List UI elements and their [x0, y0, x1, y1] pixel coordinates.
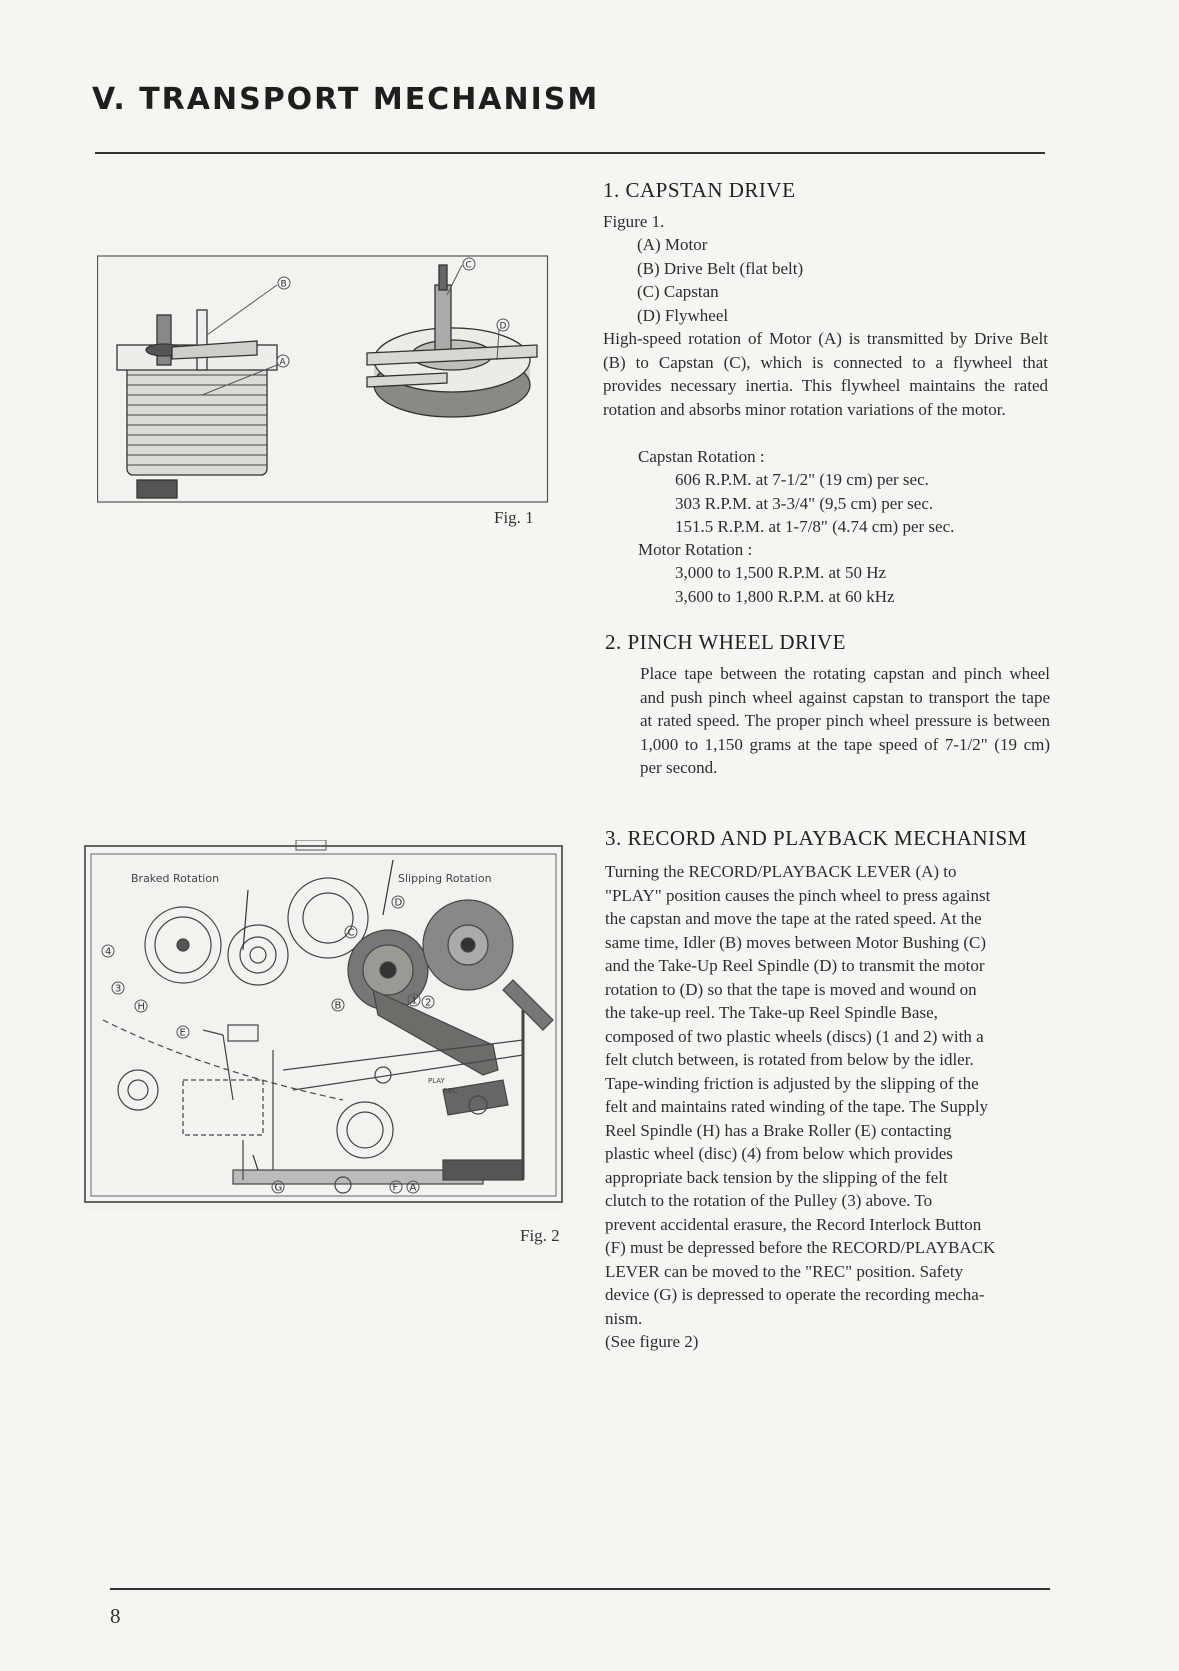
slipping-rotation-label: Slipping Rotation [398, 872, 492, 885]
fig2-marker-c: C [347, 927, 355, 939]
body-line: composed of two plastic wheels (discs) (1 and 2) with a [605, 1026, 984, 1046]
motor-drawing [117, 310, 277, 498]
fig1-label-a: A [279, 357, 286, 368]
see-figure-note: (See figure 2) [605, 1332, 699, 1351]
figure-1-caption: Fig. 1 [494, 508, 534, 527]
fig2-marker-d: D [394, 897, 403, 909]
motor-row: 3,000 to 1,500 R.P.M. at 50 Hz [675, 563, 887, 582]
section-1-body: High-speed rotation of Motor (A) is transmitted by Drive Belt (B) to Capstan (C), which is connected to a flywheel that provides necessary inertia. This flywheel maintains the rated rotation and absorbs minor rotation variations of the motor. [603, 329, 1048, 419]
section-1-parts-list [637, 233, 803, 327]
section-2-body: Place tape between the rotating capstan and pinch wheel and push pinch wheel against capstan to transport the tape at rated speed. The proper pinch wheel pressure is between 1,000 to 1,150 grams at the tape speed of 7-1/2" (19 cm) per second. [640, 664, 1050, 777]
capstan-rotation-list [675, 468, 954, 539]
section-3-title: 3. RECORD AND PLAYBACK MECHANISM [605, 826, 1027, 850]
top-rule [95, 152, 1045, 154]
body-line: the capstan and move the tape at the rated speed. At the [605, 909, 982, 928]
body-line: "PLAY" position causes the pinch wheel to press against [605, 885, 991, 905]
body-line: Reel Spindle (H) has a Brake Roller (E) contacting [605, 1120, 952, 1140]
body-line: clutch to the rotation of the Pulley (3) above. To [605, 1191, 933, 1210]
body-line: Tape-winding friction is adjusted by the slipping of the [605, 1073, 979, 1093]
fig2-marker-a: A [409, 1182, 417, 1194]
figure-2-caption: Fig. 2 [520, 1226, 560, 1245]
capstan-row: 151.5 R.P.M. at 1-7/8" (4.74 cm) per sec. [675, 517, 955, 536]
figure-2-mechanism [103, 860, 553, 1193]
part-motor: (A) Motor [637, 235, 708, 254]
body-line: nism. [605, 1308, 643, 1328]
fig2-marker-3: 3 [115, 983, 122, 995]
figure-2 [83, 840, 566, 1210]
capstan-row: 303 R.P.M. at 3-3/4" (9,5 cm) per sec. [675, 493, 934, 513]
motor-rotation-list [675, 561, 895, 608]
body-line: Turning the RECORD/PLAYBACK LEVER (A) to [605, 862, 957, 881]
capstan-rotation-label: Capstan Rotation : [638, 447, 765, 466]
body-line: appropriate back tension by the slipping of the felt [605, 1167, 948, 1187]
fig1-label-d: D [499, 321, 507, 332]
body-line: prevent accidental erasure, the Record Interlock Button [605, 1214, 982, 1234]
body-line: felt clutch between, is rotated from below by the idler. [605, 1050, 974, 1069]
braked-rotation-label: Braked Rotation [131, 872, 220, 885]
fig1-label-b: B [280, 279, 287, 290]
body-line: LEVER can be moved to the "REC" position. Safety [605, 1261, 964, 1281]
part-flywheel: (D) Flywheel [637, 305, 729, 325]
section-2-title: 2. PINCH WHEEL DRIVE [605, 630, 846, 654]
capstan-row: 606 R.P.M. at 7-1/2" (19 cm) per sec. [675, 470, 929, 489]
fig1-label-c: C [465, 260, 472, 271]
motor-rotation-label: Motor Rotation : [638, 540, 753, 559]
fig2-marker-4: 4 [105, 946, 112, 958]
body-line: same time, Idler (B) moves between Motor Bushing (C) [605, 932, 987, 952]
fig2-marker-g: G [274, 1182, 283, 1194]
page-number: 8 [110, 1604, 121, 1628]
body-line: rotation to (D) so that the tape is moved and wound on [605, 979, 977, 999]
fig2-marker-e: E [179, 1027, 186, 1039]
body-line: plastic wheel (disc) (4) from below which provides [605, 1144, 953, 1163]
part-capstan: (C) Capstan [637, 282, 719, 301]
fig2-marker-2: 2 [425, 997, 432, 1009]
fig2-marker-1: 1 [411, 995, 418, 1007]
rec-label: REC [443, 1087, 458, 1095]
body-line: felt and maintains rated winding of the tape. The Supply [605, 1097, 989, 1116]
fig2-marker-h: H [137, 1001, 146, 1013]
section-3-body [605, 860, 1050, 1354]
section-1-title: 1. CAPSTAN DRIVE [603, 178, 796, 202]
body-line: (F) must be depressed before the RECORD/PLAYBACK [605, 1238, 996, 1257]
page-heading: V. TRANSPORT MECHANISM [92, 82, 600, 117]
section-1-figure-ref: Figure 1. [603, 212, 665, 231]
part-drive-belt: (B) Drive Belt (flat belt) [637, 258, 804, 278]
fig2-marker-b: B [334, 1000, 342, 1012]
body-line: and the Take-Up Reel Spindle (D) to transmit the motor [605, 956, 985, 975]
body-line: device (G) is depressed to operate the recording mecha- [605, 1285, 985, 1304]
motor-row: 3,600 to 1,800 R.P.M. at 60 kHz [675, 586, 895, 606]
figure-1 [97, 255, 549, 503]
figure-1-illustration [97, 255, 549, 503]
fig2-marker-f: F [392, 1182, 399, 1194]
figure-2-illustration [83, 840, 566, 1210]
play-label: PLAY [428, 1077, 445, 1085]
bottom-rule [110, 1588, 1050, 1590]
flywheel-drawing [367, 265, 537, 417]
body-line: the take-up reel. The Take-up Reel Spindle Base, [605, 1003, 938, 1022]
